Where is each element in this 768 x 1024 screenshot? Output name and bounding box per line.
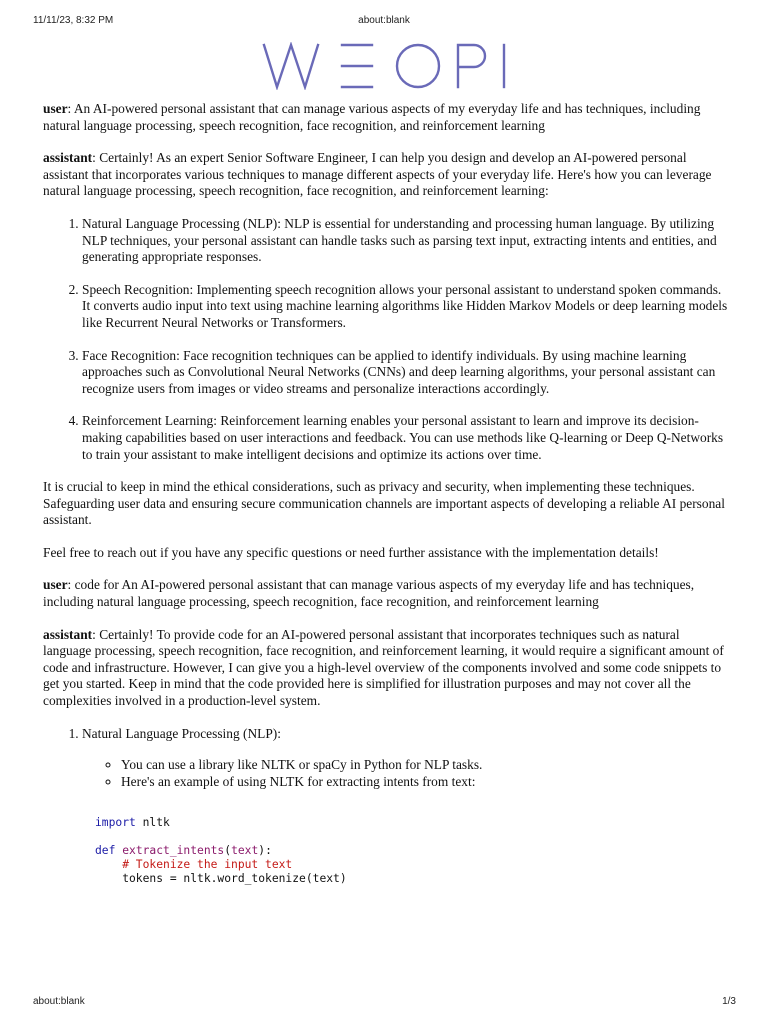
- document-body: [43, 101, 729, 886]
- message-text: : An AI-powered personal assistant that can manage various aspects of my everyday life and has techniques, including natural language processing, speech recognition, face recognition, and reinforcement learning: [43, 101, 701, 133]
- code-text: (: [224, 844, 232, 858]
- code-text: tokens = nltk.word_tokenize(text): [95, 872, 347, 886]
- code-function: extract_intents: [122, 844, 225, 858]
- message-user-1: [43, 101, 729, 134]
- code-text: ):: [258, 844, 272, 858]
- code-keyword: import: [95, 816, 136, 830]
- closing-paragraph: Feel free to reach out if you have any specific questions or need further assistance with the implementation details!: [43, 544, 659, 560]
- code-comment: # Tokenize the input text: [95, 858, 293, 872]
- role-label: user: [43, 577, 68, 593]
- role-label: assistant: [43, 150, 93, 166]
- code-param: text: [231, 844, 259, 858]
- role-label: assistant: [43, 626, 93, 642]
- footer-url: about:blank: [33, 996, 85, 1007]
- code-section-list: [43, 726, 729, 791]
- sub-list-item: ◦ You can use a library like NLTK or spaCy in Python for NLP tasks.: [121, 757, 729, 774]
- sub-list-item: ◦ Here's an example of using NLTK for extracting intents from text:: [121, 774, 729, 791]
- page-number: 1/3: [722, 996, 736, 1007]
- code-keyword: def: [95, 844, 116, 858]
- message-text: : Certainly! To provide code for an AI-powered personal assistant that incorporates techniques such as natural language processing, speech recognition, face recognition, and reinforcement learning, it would require a significant amount of code and infrastructure. However, I can give you a high-level overview of the components involved and some code snippets to get you started. Keep in mind that the code provided here is simplified for illustration purposes and may not cover all the complexities involved in a production-level system.: [43, 626, 724, 709]
- print-date: 11/11/23, 8:32 PM: [33, 15, 114, 26]
- page-title: about:blank: [358, 15, 410, 26]
- message-assistant-1: [43, 150, 729, 200]
- list-item: [82, 726, 729, 791]
- ethics-paragraph: It is crucial to keep in mind the ethical considerations, such as privacy and security, when implementing these techniques. Safeguarding user data and ensuring secure communication channels are important aspects of developing a reliable AI personal assistant.: [43, 479, 725, 528]
- list-item-label: Natural Language Processing (NLP):: [82, 725, 281, 741]
- sub-list: [82, 757, 729, 790]
- code-text: nltk: [135, 816, 170, 830]
- list-item: 3. Face Recognition: Face recognition techniques can be applied to identify individuals. By using machine learning approaches such as Convolutional Neural Networks (CNNs) and deep learning algorithms, your personal assistant can recognize users from images or video streams and personalize interactions accordingly.: [82, 348, 729, 398]
- list-item: 4. Reinforcement Learning: Reinforcement learning enables your personal assistant to learn and improve its decision-making capabilities based on user interactions and feedback. You can use methods like Q-learning or Deep Q-Networks to train your assistant to make intelligent decisions and optimize its actions over time.: [82, 413, 729, 463]
- message-text: : code for An AI-powered personal assistant that can manage various aspects of my everyday life and has techniques, including natural language processing, speech recognition, face recognition, and reinforcement learning: [43, 577, 695, 610]
- technique-list: [43, 216, 729, 463]
- role-label: user: [43, 101, 68, 116]
- message-text: : Certainly! As an expert Senior Software Engineer, I can help you design and develop an AI-powered personal assistant that incorporates various techniques to manage different aspects of your everyday life. Here's how you can leverage natural language processing, speech recognition, face recognition, and reinforcement learning:: [43, 150, 712, 199]
- list-item: 2. Speech Recognition: Implementing speech recognition allows your personal assistant to understand spoken commands. It converts audio input into text using machine learning algorithms like Hidden Markov Models or deep learning models like Recurrent Neural Networks or Transformers.: [82, 282, 729, 332]
- weopi-logo: [262, 42, 508, 90]
- list-item: 1. Natural Language Processing (NLP): NLP is essential for understanding and processing human language. By utilizing NLP techniques, your personal assistant can handle tasks such as parsing text input, extracting intents and entities, and generating appropriate responses.: [82, 216, 729, 266]
- code-block: [95, 816, 729, 886]
- message-user-2: [43, 577, 729, 610]
- message-assistant-2: [43, 627, 729, 710]
